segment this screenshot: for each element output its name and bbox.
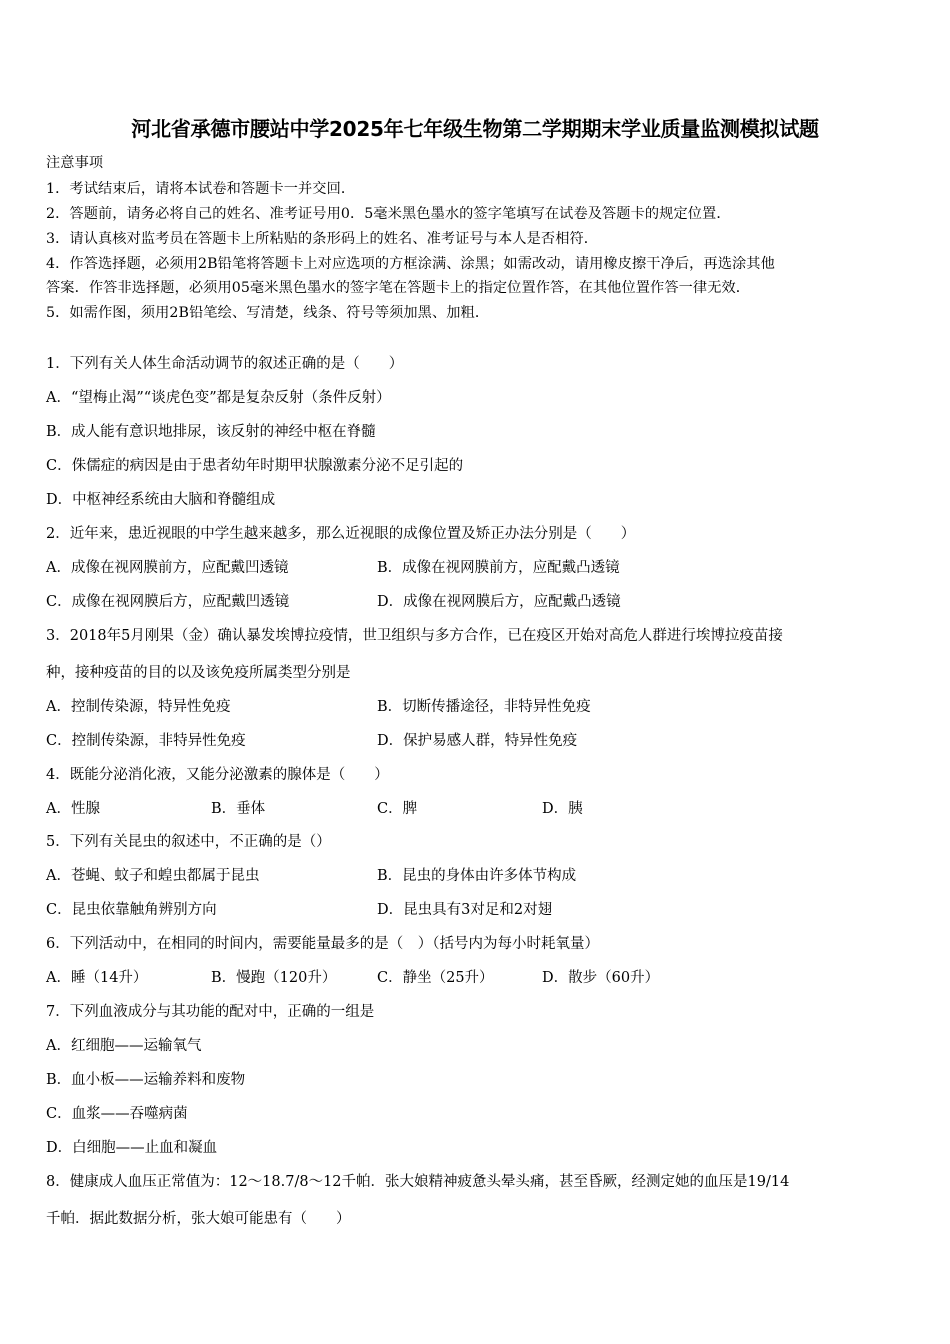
option-c: C．静坐（25升）	[377, 970, 494, 986]
option-d: D．白细胞——止血和凝血	[46, 1140, 218, 1156]
option-c: C．控制传染源，非特异性免疫	[46, 733, 246, 749]
option-d: D．中枢神经系统由大脑和脊髓组成	[46, 492, 276, 508]
option-c: C．成像在视网膜后方，应配戴凹透镜	[46, 594, 290, 610]
option-b: B．昆虫的身体由许多体节构成	[377, 868, 577, 884]
page-title: 河北省承德市腰站中学2025年七年级生物第二学期期末学业质量监测模拟试题	[131, 117, 819, 141]
option-b: B．慢跑（120升）	[211, 970, 337, 986]
question-stem: 5．下列有关昆虫的叙述中，不正确的是（）	[46, 834, 331, 850]
question-stem-continued: 千帕．据此数据分析，张大娘可能患有（ ）	[46, 1211, 351, 1227]
notice-item: 3．请认真核对监考员在答题卡上所粘贴的条形码上的姓名、准考证号与本人是否相符．	[46, 231, 599, 247]
question-stem: 7．下列血液成分与其功能的配对中，正确的一组是	[46, 1004, 375, 1020]
option-a: A．性腺	[46, 801, 100, 817]
option-b: B．垂体	[211, 801, 266, 817]
option-a: A．“望梅止渴”“谈虎色变”都是复杂反射（条件反射）	[46, 390, 391, 406]
question-stem: 8．健康成人血压正常值为：12～18.7/8～12千帕．张大娘精神疲惫头晕头痛，甚至昏厥，经测定她的血压是19/14	[46, 1174, 790, 1190]
notice-item: 答案．作答非选择题，必须用05毫米黑色墨水的签字笔在答题卡上的指定位置作答，在其他位置作答一律无效．	[46, 280, 751, 296]
option-c: C．脾	[377, 801, 418, 817]
notice-item: 4．作答选择题，必须用2B铅笔将答题卡上对应选项的方框涂满、涂黑；如需改动，请用橡皮擦干净后，再选涂其他	[46, 256, 775, 272]
option-b: B．切断传播途径，非特异性免疫	[377, 699, 591, 715]
notice-item: 5．如需作图，须用2B铅笔绘、写清楚，线条、符号等须加黑、加粗．	[46, 305, 490, 321]
option-c: C．昆虫依靠触角辨别方向	[46, 902, 217, 918]
option-b: B．成人能有意识地排尿，该反射的神经中枢在脊髓	[46, 424, 376, 440]
question-stem: 2．近年来，患近视眼的中学生越来越多，那么近视眼的成像位置及矫正办法分别是（ ）	[46, 526, 636, 542]
notice-item: 1．考试结束后，请将本试卷和答题卡一并交回．	[46, 181, 356, 197]
option-d: D．保护易感人群，特异性免疫	[377, 733, 578, 749]
question-stem: 3．2018年5月刚果（金）确认暴发埃博拉疫情，世卫组织与多方合作，已在疫区开始对高危人群进行埃博拉疫苗接	[46, 628, 783, 644]
question-stem-continued: 种，接种疫苗的目的以及该免疫所属类型分别是	[46, 665, 351, 681]
option-a: A．苍蝇、蚊子和蝗虫都属于昆虫	[46, 868, 260, 884]
question-stem: 6．下列活动中，在相同的时间内，需要能量最多的是（ ）（括号内为每小时耗氧量）	[46, 936, 599, 952]
question-stem: 1．下列有关人体生命活动调节的叙述正确的是（ ）	[46, 356, 404, 372]
option-a: A．睡（14升）	[46, 970, 148, 986]
option-d: D．昆虫具有3对足和2对翅	[377, 902, 553, 918]
question-stem: 4．既能分泌消化液，又能分泌激素的腺体是（ ）	[46, 767, 389, 783]
option-c: C．血浆——吞噬病菌	[46, 1106, 188, 1122]
option-c: C．侏儒症的病因是由于患者幼年时期甲状腺激素分泌不足引起的	[46, 458, 464, 474]
notice-heading: 注意事项	[46, 155, 104, 171]
option-d: D．散步（60升）	[542, 970, 660, 986]
option-a: A．红细胞——运输氧气	[46, 1038, 202, 1054]
notice-item: 2．答题前，请务必将自己的姓名、准考证号用0．5毫米黑色墨水的签字笔填写在试卷及答题卡的规定位置．	[46, 206, 731, 222]
option-a: A．成像在视网膜前方，应配戴凹透镜	[46, 560, 289, 576]
option-d: D．胰	[542, 801, 583, 817]
option-b: B．成像在视网膜前方，应配戴凸透镜	[377, 560, 620, 576]
option-b: B．血小板——运输养料和废物	[46, 1072, 246, 1088]
option-a: A．控制传染源，特异性免疫	[46, 699, 231, 715]
option-d: D．成像在视网膜后方，应配戴凸透镜	[377, 594, 621, 610]
